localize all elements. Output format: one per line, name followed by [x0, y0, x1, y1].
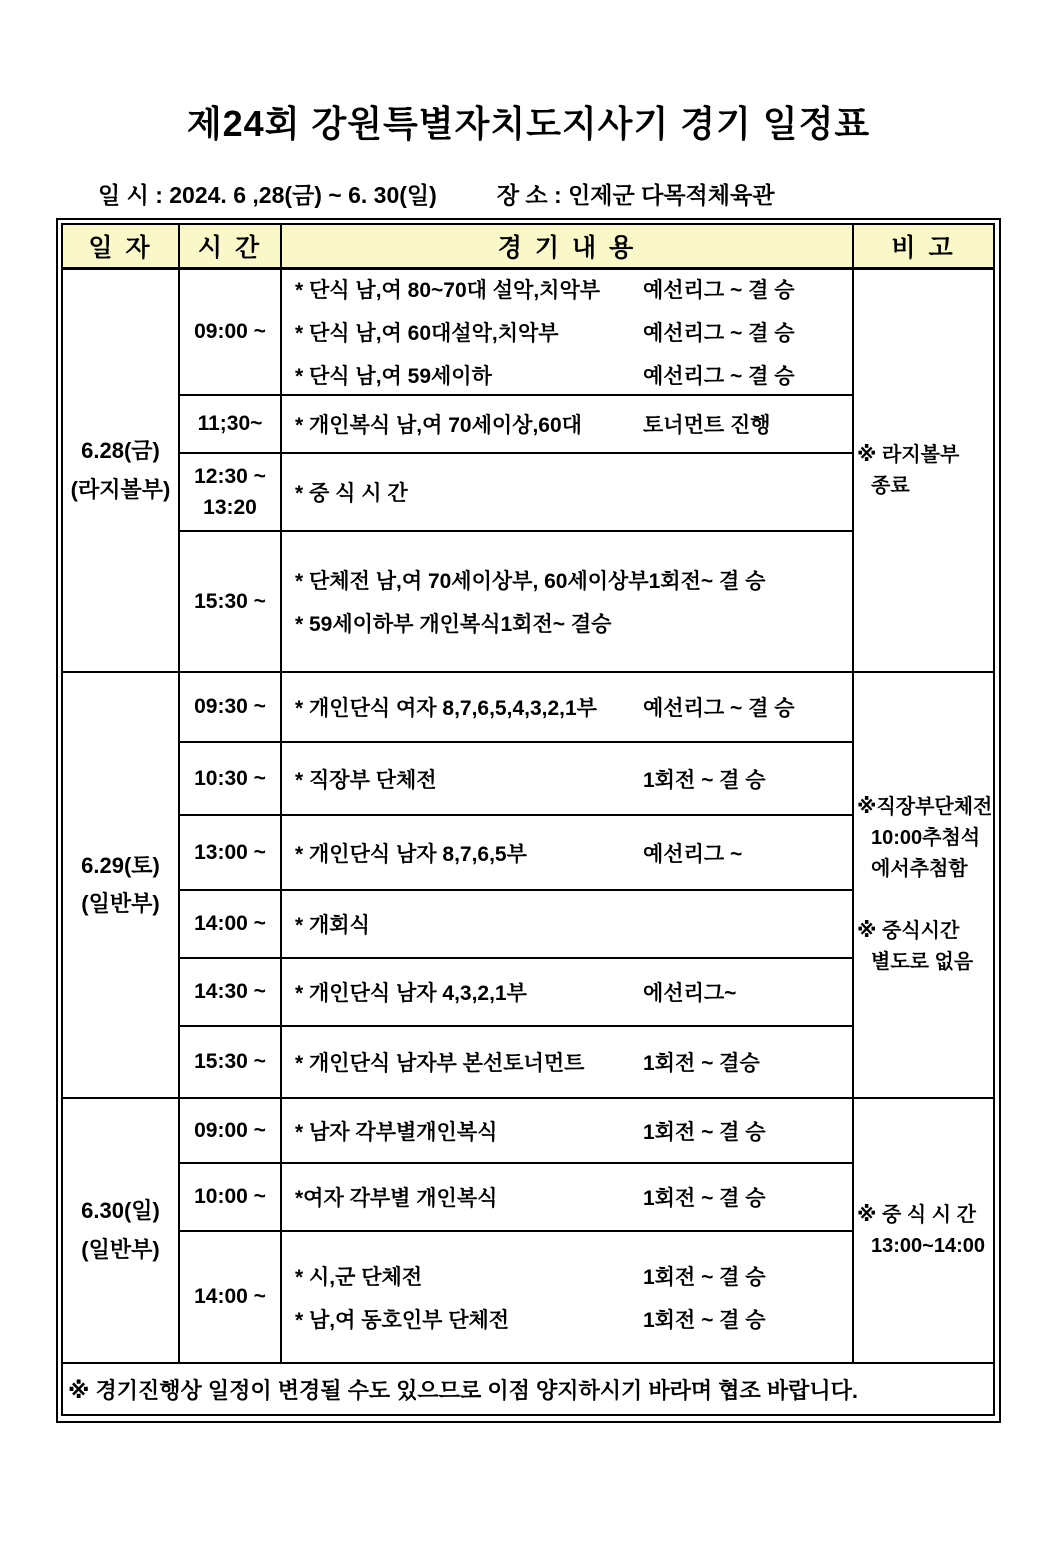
- event-text: * 단체전 남,여 70세이상부, 60세이상부1회전~ 결 승: [295, 570, 766, 593]
- event-text: * 개인단식 남자부 본선토너먼트: [295, 1052, 585, 1075]
- time-cell: [179, 395, 281, 453]
- event-line: [295, 608, 848, 638]
- event-line: [295, 274, 848, 304]
- content-cell: [281, 958, 853, 1026]
- event-stage: 1회전 ~ 결승: [643, 1052, 760, 1075]
- note-line: ※ 라지볼부: [857, 443, 960, 466]
- time-text: 09:30 ~: [194, 695, 266, 719]
- note-cell-630: [853, 1098, 994, 1363]
- time-cell: [179, 958, 281, 1026]
- event-text: *여자 각부별 개인복식: [295, 1187, 498, 1210]
- note-line: 에서추첨함: [871, 858, 968, 880]
- date-cell-630: [62, 1098, 179, 1363]
- event-text: * 중 식 시 간: [295, 482, 408, 505]
- event-text: * 직장부 단체전: [295, 768, 437, 792]
- content-cell: [281, 815, 853, 890]
- date-line: (일반부): [81, 891, 160, 916]
- header-row: [62, 224, 994, 269]
- content-cell: [281, 1098, 853, 1163]
- time-text: 15:30 ~: [194, 1050, 266, 1074]
- footer-note: ※ 경기진행상 일정이 변경될 수도 있으므로 이점 양지하시기 바라며 협조 바랍니다.: [62, 1363, 994, 1415]
- event-stage: 예선리그 ~ 결 승: [643, 365, 795, 388]
- event-line: [295, 360, 848, 390]
- time-cell: [179, 531, 281, 672]
- time-text: 12:30 ~: [194, 464, 266, 488]
- time-text: 10:00 ~: [194, 1185, 266, 1209]
- note-cell-628: [853, 269, 994, 673]
- note-line: 13:00~14:00: [871, 1234, 985, 1257]
- time-cell: [179, 815, 281, 890]
- event-line: [295, 1047, 848, 1077]
- footer-row: [62, 1363, 994, 1415]
- event-text: * 단식 남,여 60대설악,치악부: [295, 322, 559, 345]
- event-text: * 단식 남,여 80~70대 설악,치악부: [295, 279, 601, 302]
- content-cell: [281, 1163, 853, 1231]
- schedule-table: [61, 223, 995, 1416]
- note-cell-629: [853, 672, 994, 1098]
- header-note: 비 고: [853, 224, 994, 269]
- event-line: [295, 1116, 848, 1146]
- table-row: [62, 269, 994, 396]
- content-cell: [281, 531, 853, 672]
- event-line: [295, 977, 848, 1007]
- schedule-table-border: [56, 218, 1001, 1423]
- event-stage: 1회전 ~ 결 승: [643, 1187, 766, 1210]
- event-text: * 개인단식 여자 8,7,6,5,4,3,2,1부: [295, 697, 597, 720]
- header-date: 일 자: [62, 224, 179, 269]
- table-row: [62, 1098, 994, 1163]
- event-line: [295, 1304, 848, 1334]
- event-stage: 1회전 ~ 결 승: [643, 1308, 766, 1332]
- event-stage: 1회전 ~ 결 승: [643, 1120, 766, 1144]
- time-text: 15:30 ~: [194, 589, 266, 613]
- time-cell: [179, 1098, 281, 1163]
- content-cell: [281, 672, 853, 742]
- content-cell: [281, 453, 853, 531]
- time-text: 14:00 ~: [194, 1285, 266, 1309]
- time-cell: [179, 672, 281, 742]
- event-line: [295, 409, 848, 439]
- event-text: * 남,여 동호인부 단체전: [295, 1308, 510, 1332]
- event-line: [295, 1182, 848, 1212]
- date-cell-628: [62, 269, 179, 673]
- event-stage: 예선리그 ~ 결 승: [643, 697, 795, 720]
- time-cell: [179, 1163, 281, 1231]
- event-stage: 예선리그 ~ 결 승: [643, 279, 795, 302]
- time-cell: [179, 269, 281, 396]
- date-line: 6.28(금): [81, 438, 160, 463]
- note-line: ※ 중 식 시 간: [857, 1203, 976, 1226]
- time-text: 13:20: [203, 496, 257, 519]
- content-cell: [281, 742, 853, 815]
- note-line: [857, 885, 993, 916]
- date-line: (일반부): [81, 1236, 160, 1262]
- event-line: [295, 317, 848, 347]
- event-stage: 예선리그 ~: [643, 842, 743, 866]
- note-line: 종료: [871, 474, 910, 497]
- time-text: 14:30 ~: [194, 980, 266, 1004]
- note-line: 10:00추첨석: [871, 827, 981, 849]
- time-cell: [179, 1026, 281, 1098]
- header-content: 경 기 내 용: [281, 224, 853, 269]
- content-cell: [281, 1026, 853, 1098]
- table-row: [62, 672, 994, 742]
- event-text: * 개회식: [295, 914, 370, 937]
- date-line: 6.30(일): [81, 1198, 160, 1223]
- time-cell: [179, 1231, 281, 1363]
- note-line: ※ 중식시간: [857, 920, 960, 942]
- event-text: * 남자 각부별개인복식: [295, 1120, 498, 1144]
- page-title: 제24회 강원특별자치도지사기 경기 일정표: [186, 103, 871, 144]
- event-line: [295, 838, 848, 868]
- event-line: [295, 909, 848, 939]
- time-text: 09:00 ~: [194, 1118, 266, 1142]
- event-text: * 단식 남,여 59세이하: [295, 365, 492, 388]
- event-stage: 토너먼트 진행: [643, 414, 771, 437]
- time-cell: [179, 453, 281, 531]
- date-line: (라지볼부): [70, 476, 171, 502]
- content-cell: [281, 269, 853, 396]
- event-stage: 1회전 ~ 결 승: [643, 768, 766, 792]
- content-cell: [281, 1231, 853, 1363]
- header-time: 시 간: [179, 224, 281, 269]
- event-line: [295, 692, 848, 722]
- event-line: [295, 565, 848, 595]
- event-line: [295, 764, 848, 794]
- time-text: 09:00 ~: [194, 320, 266, 344]
- event-stage: 예선리그 ~ 결 승: [643, 322, 795, 345]
- event-stage: 에선리그~: [643, 982, 737, 1005]
- date-cell-629: [62, 672, 179, 1098]
- subtitle-datetime: 일 시 : 2024. 6 ,28(금) ~ 6. 30(일): [98, 182, 437, 208]
- content-cell: [281, 890, 853, 958]
- content-cell: [281, 395, 853, 453]
- event-text: * 개인단식 남자 4,3,2,1부: [295, 982, 527, 1005]
- subtitle-venue: 장 소 : 인제군 다목적체육관: [496, 182, 775, 208]
- time-text: 14:00 ~: [194, 912, 266, 936]
- time-text: 10:30 ~: [194, 766, 266, 790]
- event-text: * 개인단식 남자 8,7,6,5부: [295, 842, 527, 866]
- time-cell: [179, 742, 281, 815]
- subtitle: [98, 177, 1007, 210]
- note-line: 별도로 없음: [871, 951, 974, 973]
- event-text: * 59세이하부 개인복식1회전~ 결승: [295, 613, 612, 636]
- event-line: [295, 477, 848, 507]
- event-line: [295, 1261, 848, 1291]
- time-text: 13:00 ~: [194, 840, 266, 864]
- event-stage: 1회전 ~ 결 승: [643, 1265, 766, 1289]
- time-text: 11;30~: [197, 412, 263, 436]
- schedule-page: [0, 96, 1057, 1556]
- note-line: ※직장부단체전: [857, 796, 993, 818]
- event-text: * 시,군 단체전: [295, 1265, 423, 1289]
- event-text: * 개인복식 남,여 70세이상,60대: [295, 414, 582, 437]
- date-line: 6.29(토): [81, 852, 160, 878]
- time-cell: [179, 890, 281, 958]
